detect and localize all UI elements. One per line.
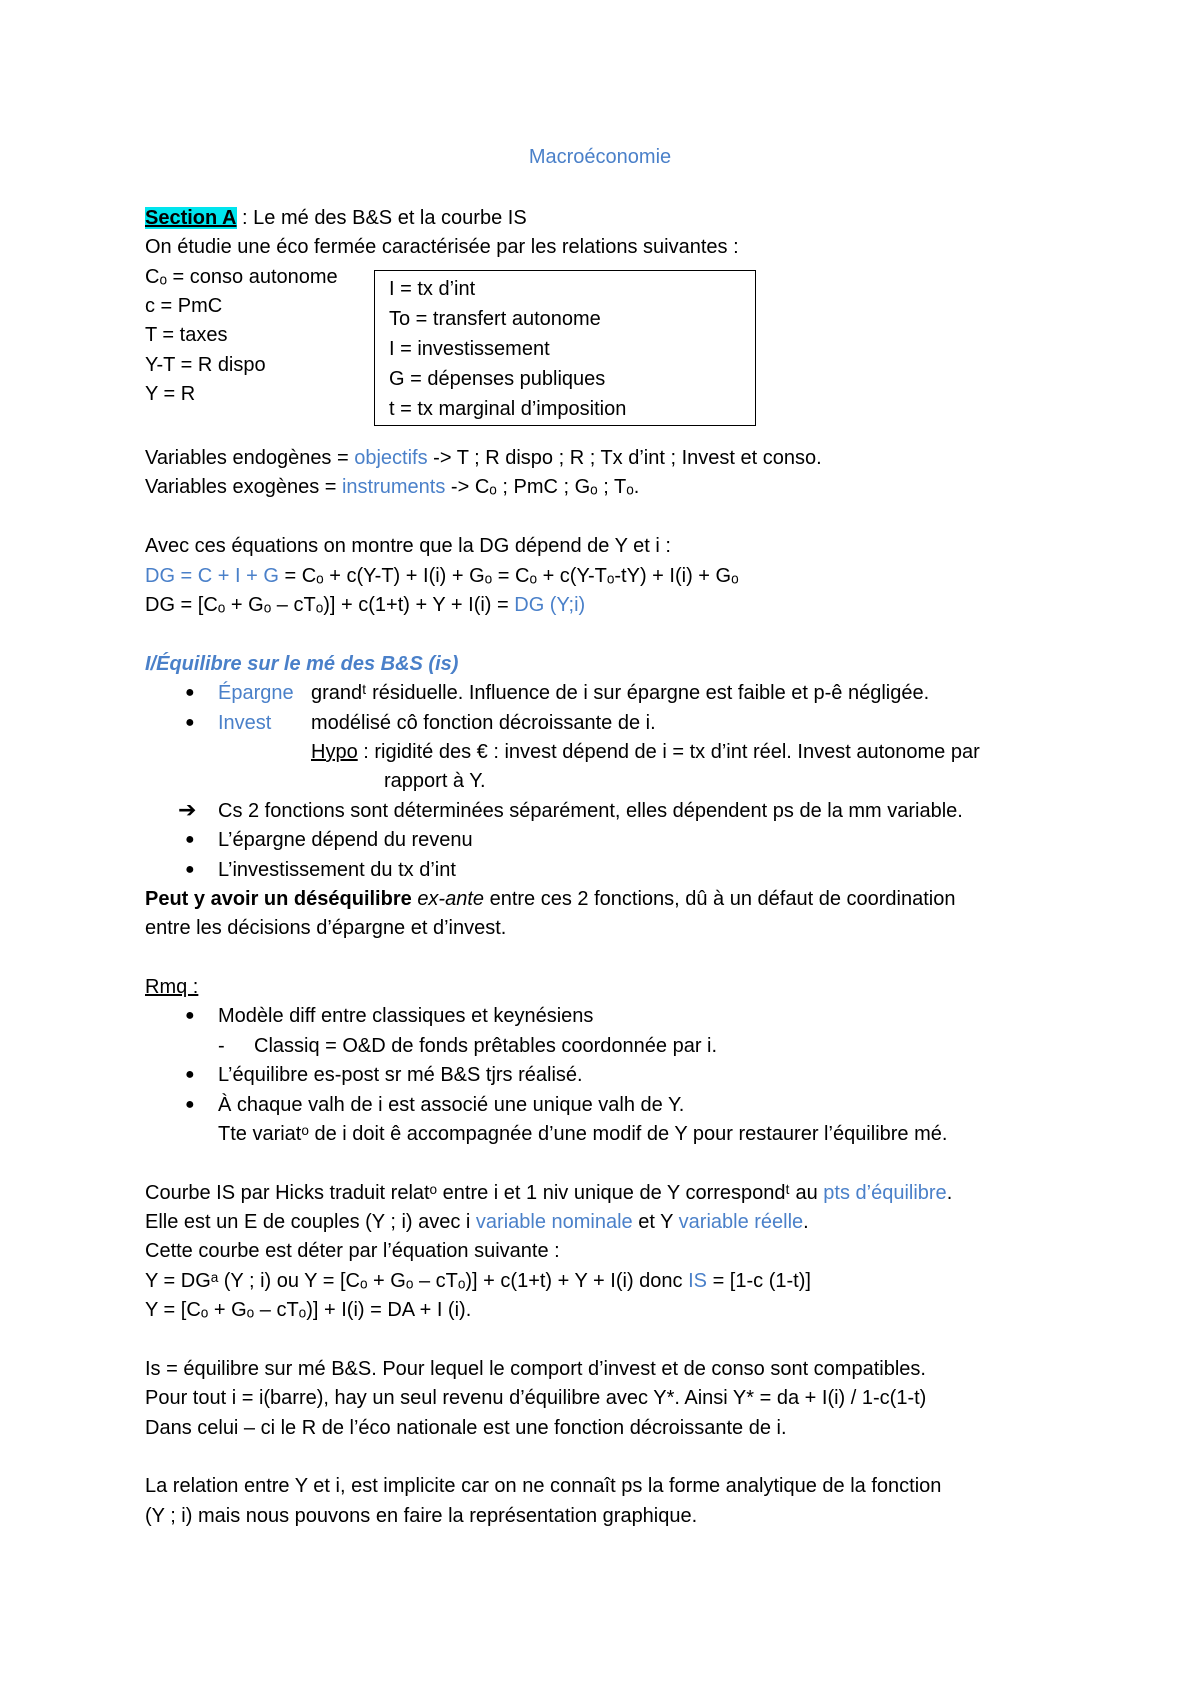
rmq-bullet-3: À chaque valh de i est associé une unique valh de Y. xyxy=(218,1094,685,1116)
arrow-line: Cs 2 fonctions sont déterminées séparément, elles dépendent ps de la mm variable. xyxy=(218,800,963,822)
bullet-invest-text: modélisé cô fonction décroissante de i. xyxy=(311,712,656,734)
is-line-5: Y = [Cₒ + Gₒ – cTₒ)] + I(i) = DA + I (i). xyxy=(145,1299,472,1321)
bullet-epargne-text: grandᵗ résiduelle. Influence de i sur épargne est faible et p-ê négligée. xyxy=(311,682,930,704)
rmq-bullet-2: L’équilibre es-post sr mé B&S tjrs réalisé. xyxy=(218,1064,583,1086)
final-line-2: Pour tout i = i(barre), hay un seul revenu d’équilibre avec Y*. Ainsi Y* = da + I(i) / 1-c(1-t) xyxy=(145,1387,927,1409)
page-title: Macroéconomie xyxy=(528,146,672,168)
def-left-3: Y-T = R dispo xyxy=(145,354,266,376)
final-line-3: Dans celui – ci le R de l’éco nationale est une fonction décroissante de i. xyxy=(145,1417,787,1439)
def-left-0: Cₒ = conso autonome xyxy=(145,266,338,288)
arrow-right-icon: ➔ xyxy=(178,797,197,822)
bullet-icon: ● xyxy=(185,831,195,848)
part1-heading: I/Équilibre sur le mé des B&S (is) xyxy=(145,653,459,675)
is-line-4: Y = DGᵃ (Y ; i) ou Y = [Cₒ + Gₒ – cTₒ)] + c(1+t) + Y + I(i) donc IS = [1-c (1-t)] xyxy=(145,1270,811,1292)
dg-equation-1: DG = C + I + G = Cₒ + c(Y-T) + I(i) + Gₒ = Cₒ + c(Y-Tₒ-tY) + I(i) + Gₒ xyxy=(145,565,739,587)
bullet-icon: ● xyxy=(185,1066,195,1083)
bullet-epargne-revenu: L’épargne dépend du revenu xyxy=(218,829,473,851)
bullet-invest-tx: L’investissement du tx d’int xyxy=(218,859,456,881)
dash-icon: - xyxy=(218,1035,225,1057)
def-left-4: Y = R xyxy=(145,383,196,405)
section-a-line: Section A : Le mé des B&S et la courbe IS xyxy=(145,207,527,229)
is-line-2: Elle est un E de couples (Y ; i) avec i variable nominale et Y variable réelle. xyxy=(145,1211,809,1233)
def-box-3: G = dépenses publiques xyxy=(389,368,606,390)
bullet-icon: ● xyxy=(185,861,195,878)
def-left-1: c = PmC xyxy=(145,295,223,317)
def-box-0: I = tx d’int xyxy=(389,278,476,300)
bullet-icon: ● xyxy=(185,1007,195,1024)
def-box-4: t = tx marginal d’imposition xyxy=(389,398,627,420)
rmq-bullet-3-cont: Tte variatᵒ de i doit ê accompagnée d’une modif de Y pour restaurer l’équilibre mé. xyxy=(218,1123,948,1145)
deseq-line-2: entre les décisions d’épargne et d’invest. xyxy=(145,917,507,939)
hypo-continued: rapport à Y. xyxy=(384,770,486,792)
def-box-1: To = transfert autonome xyxy=(389,308,601,330)
endogenous-line: Variables endogènes = objectifs -> T ; R dispo ; R ; Tx d’int ; Invest et conso. xyxy=(145,447,822,469)
rmq-label: Rmq : xyxy=(145,976,199,998)
dg-equation-2: DG = [Cₒ + Gₒ – cTₒ)] + c(1+t) + Y + I(i) = DG (Y;i) xyxy=(145,594,586,616)
is-line-3: Cette courbe est déter par l’équation suivante : xyxy=(145,1240,560,1262)
hypo-line: Hypo : rigidité des € : invest dépend de i = tx d’int réel. Invest autonome par xyxy=(311,741,980,763)
is-line-1: Courbe IS par Hicks traduit relatᵒ entre i et 1 niv unique de Y correspondᵗ au pts d’équilibre. xyxy=(145,1182,953,1204)
intro-line: On étudie une éco fermée caractérisée par les relations suivantes : xyxy=(145,236,739,258)
def-left-2: T = taxes xyxy=(145,324,228,346)
final-line-5: (Y ; i) mais nous pouvons en faire la représentation graphique. xyxy=(145,1505,698,1527)
bullet-epargne: Épargne xyxy=(218,682,294,704)
final-line-4: La relation entre Y et i, est implicite car on ne connaît ps la forme analytique de la fonction xyxy=(145,1475,942,1497)
dg-intro: Avec ces équations on montre que la DG dépend de Y et i : xyxy=(145,535,671,557)
definitions-box xyxy=(374,270,756,426)
rmq-sub-1: Classiq = O&D de fonds prêtables coordonnée par i. xyxy=(254,1035,718,1057)
deseq-line: Peut y avoir un déséquilibre ex-ante entre ces 2 fonctions, dû à un défaut de coordination xyxy=(145,888,956,910)
bullet-icon: ● xyxy=(185,1096,195,1113)
bullet-icon: ● xyxy=(185,684,195,701)
bullet-invest: Invest xyxy=(218,712,272,734)
final-line-1: Is = équilibre sur mé B&S. Pour lequel le comport d’invest et de conso sont compatibles. xyxy=(145,1358,926,1380)
exogenous-line: Variables exogènes = instruments -> Cₒ ; PmC ; Gₒ ; Tₒ. xyxy=(145,476,640,498)
bullet-icon: ● xyxy=(185,714,195,731)
def-box-2: I = investissement xyxy=(389,338,550,360)
rmq-bullet-1: Modèle diff entre classiques et keynésiens xyxy=(218,1005,594,1027)
section-a-label: Section A xyxy=(145,207,237,229)
